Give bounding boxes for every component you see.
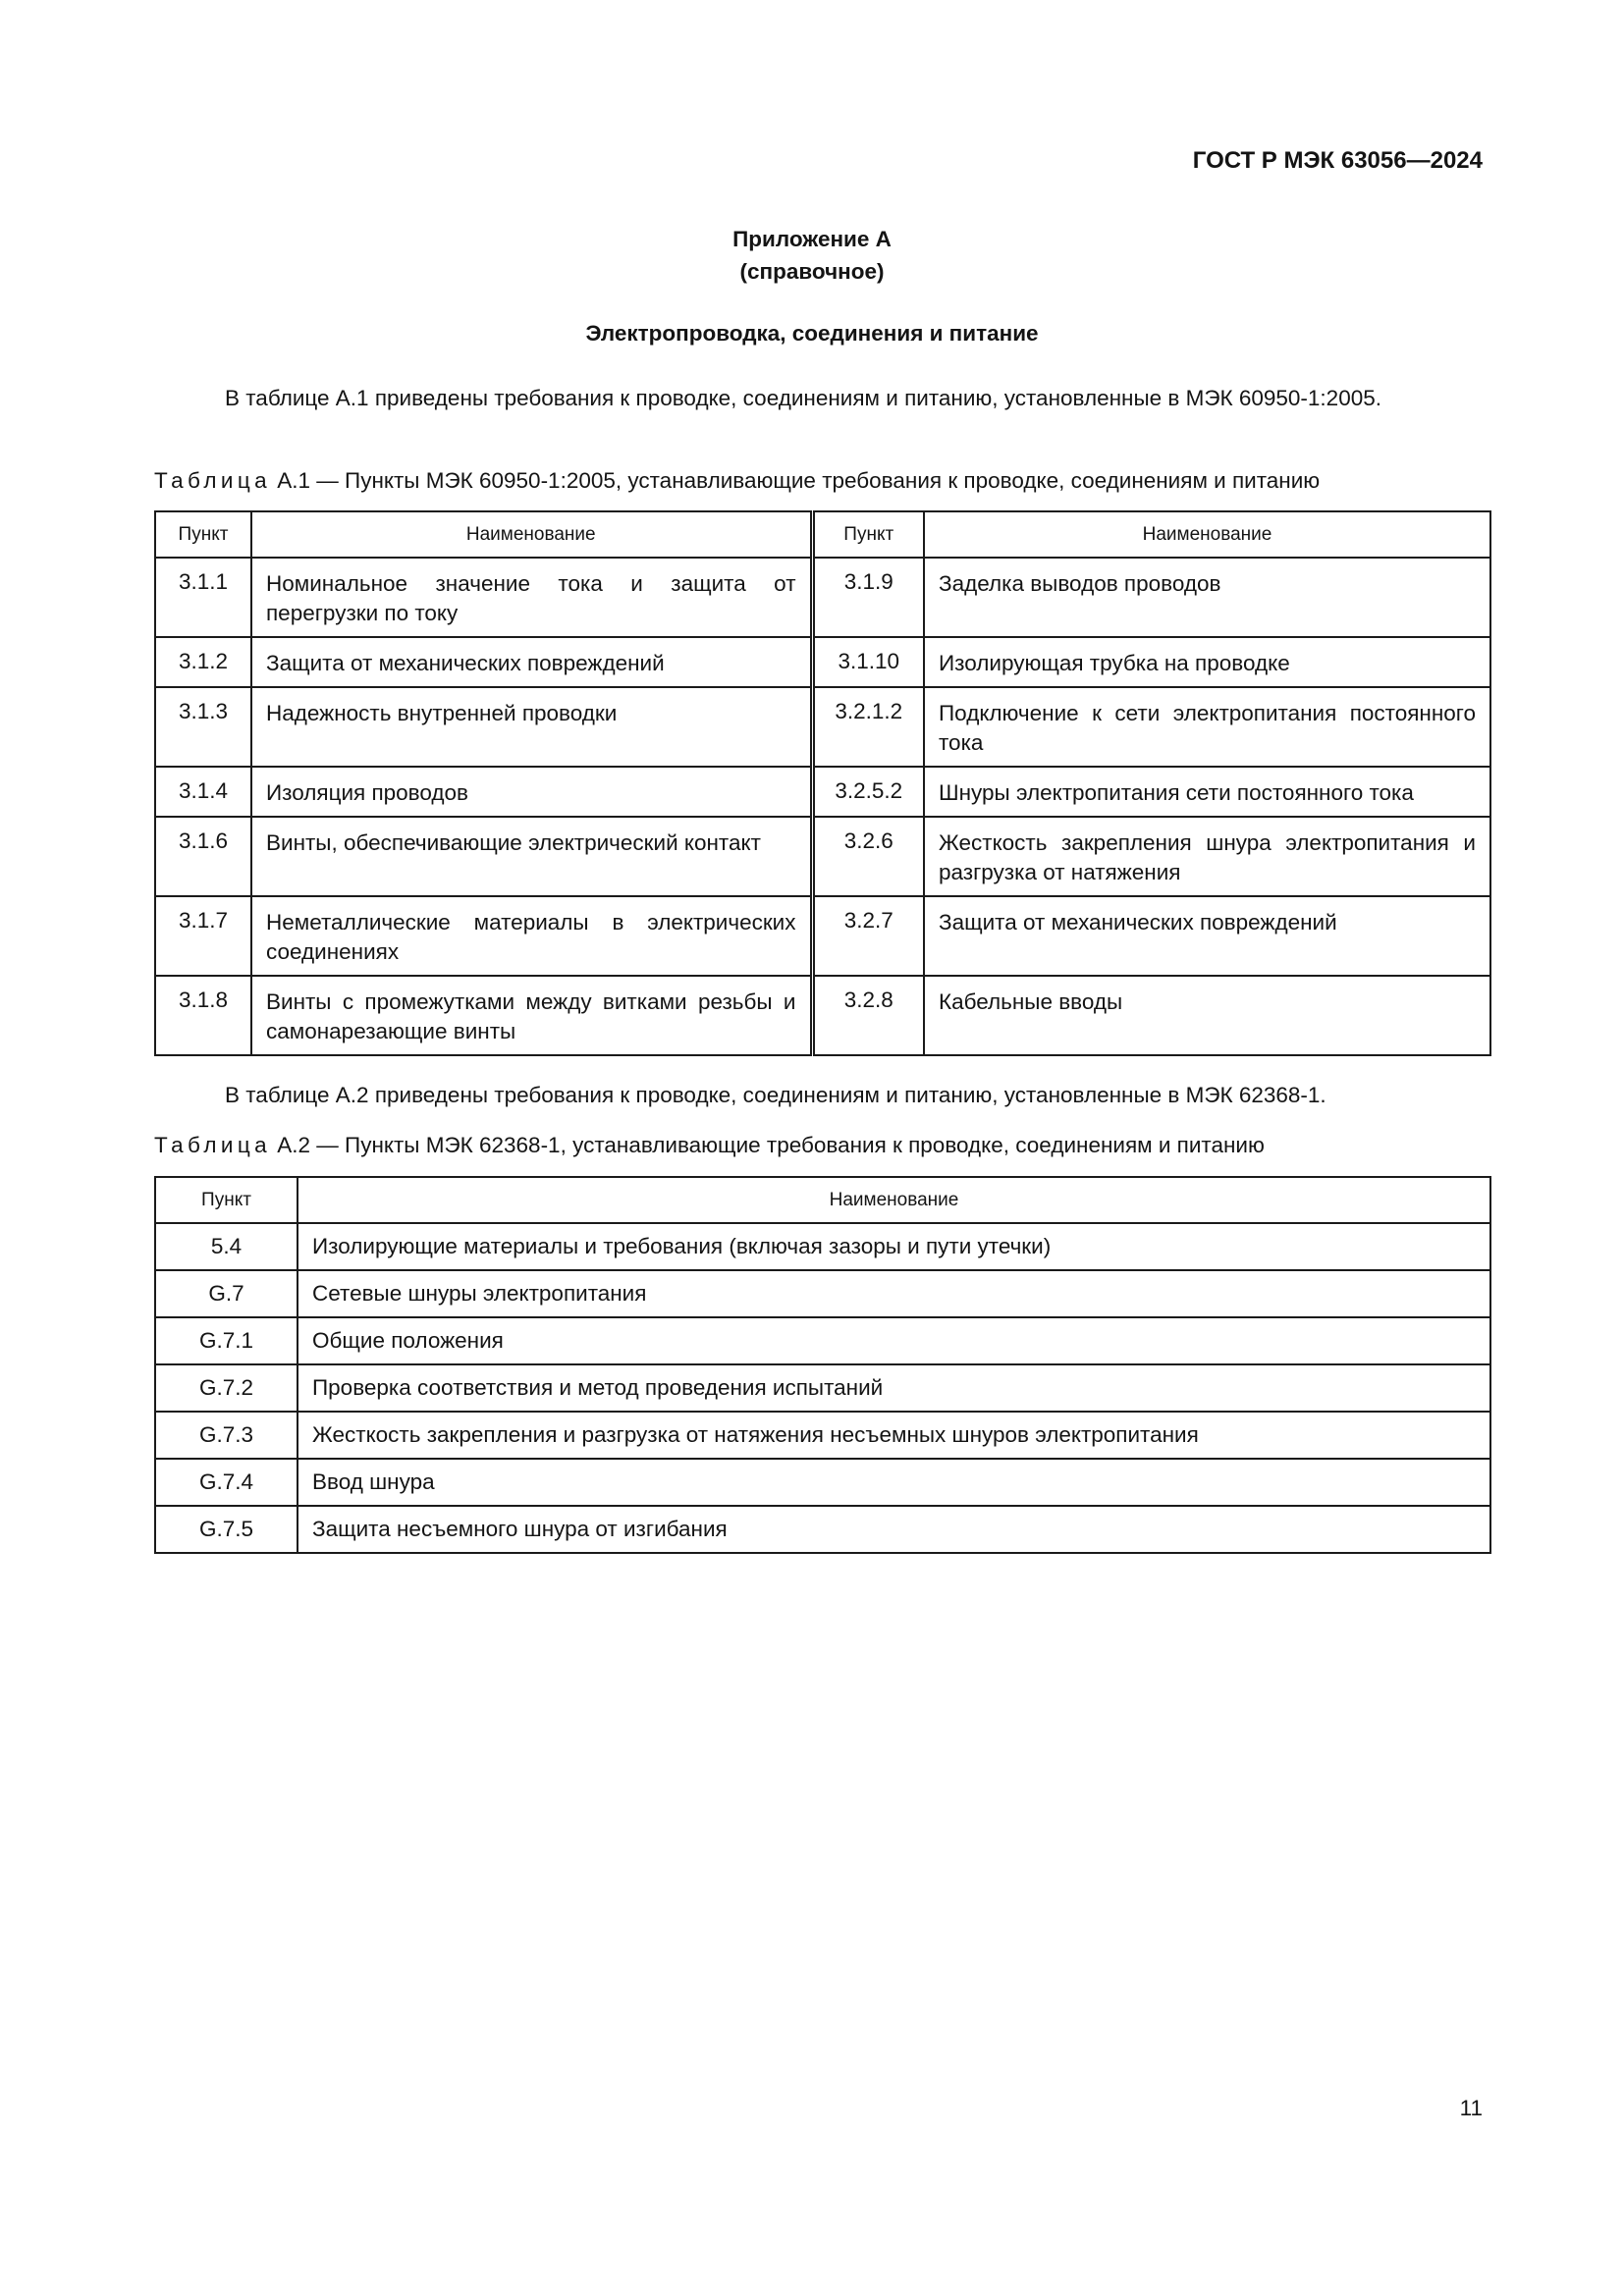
- table-2-caption: [154, 1133, 1489, 1158]
- table-cell: 3.2.5.2: [812, 767, 924, 817]
- table-cell: 3.1.1: [155, 558, 251, 637]
- table-cell: Подключение к сети электропитания постоянного тока: [924, 687, 1490, 767]
- table-cell: Жесткость закрепления шнура электропитания и разгрузка от натяжения: [924, 817, 1490, 896]
- table-cell: 3.1.2: [155, 637, 251, 687]
- table-2-caption-text: А.2 — Пункты МЭК 62368-1, устанавливающие требования к проводке, соединениям и питанию: [271, 1133, 1265, 1157]
- appendix-status: (справочное): [739, 259, 885, 284]
- table-cell: 3.1.4: [155, 767, 251, 817]
- table-cell: Проверка соответствия и метод проведения испытаний: [298, 1364, 1490, 1412]
- table-1-caption-text: А.1 — Пункты МЭК 60950-1:2005, устанавливающие требования к проводке, соединениям и питанию: [271, 468, 1321, 493]
- appendix-title: Приложение А: [732, 227, 892, 251]
- column-header: Наименование: [924, 511, 1490, 558]
- table-cell: 3.1.6: [155, 817, 251, 896]
- table-cell: G.7: [155, 1270, 298, 1317]
- table-cell: 3.1.8: [155, 976, 251, 1055]
- page-number: 11: [1459, 2096, 1483, 2120]
- table-2-caption-label: Таблица: [154, 1133, 272, 1157]
- table-cell: G.7.5: [155, 1506, 298, 1553]
- table-cell: Сетевые шнуры электропитания: [298, 1270, 1490, 1317]
- table-1-header-row: [155, 511, 1490, 558]
- intro-paragraph-1: В таблице А.1 приведены требования к проводке, соединениям и питанию, установленные в МЭК 60950-1:2005.: [225, 386, 1381, 410]
- table-cell: Надежность внутренней проводки: [251, 687, 812, 767]
- column-header: Пункт: [155, 511, 251, 558]
- column-header: Пункт: [812, 511, 924, 558]
- table-row: [155, 1223, 1490, 1270]
- table-row: [155, 637, 1490, 687]
- table-cell: 3.2.7: [812, 896, 924, 976]
- table-cell: Шнуры электропитания сети постоянного тока: [924, 767, 1490, 817]
- table-cell: Винты с промежутками между витками резьбы и самонарезающие винты: [251, 976, 812, 1055]
- table-1: [154, 510, 1491, 1056]
- table-cell: G.7.2: [155, 1364, 298, 1412]
- table-cell: Общие положения: [298, 1317, 1490, 1364]
- table-cell: Жесткость закрепления и разгрузка от натяжения несъемных шнуров электропитания: [298, 1412, 1490, 1459]
- table-1-caption: [154, 468, 1489, 494]
- table-row: [155, 767, 1490, 817]
- table-cell: Защита несъемного шнура от изгибания: [298, 1506, 1490, 1553]
- table-1-caption-label: Таблица: [154, 468, 272, 493]
- table-cell: Ввод шнура: [298, 1459, 1490, 1506]
- table-2-header-row: [155, 1177, 1490, 1223]
- table-row: [155, 1412, 1490, 1459]
- column-header: Наименование: [298, 1177, 1490, 1223]
- table-cell: Винты, обеспечивающие электрический контакт: [251, 817, 812, 896]
- table-cell: 3.1.7: [155, 896, 251, 976]
- intro-paragraph-2: В таблице А.2 приведены требования к проводке, соединениям и питанию, установленные в МЭК 62368-1.: [225, 1083, 1326, 1107]
- table-cell: Изолирующая трубка на проводке: [924, 637, 1490, 687]
- table-cell: 3.2.6: [812, 817, 924, 896]
- table-row: [155, 558, 1490, 637]
- table-cell: 5.4: [155, 1223, 298, 1270]
- column-header: Наименование: [251, 511, 812, 558]
- table-cell: Защита от механических повреждений: [924, 896, 1490, 976]
- table-cell: Защита от механических повреждений: [251, 637, 812, 687]
- table-row: [155, 687, 1490, 767]
- section-heading: Электропроводка, соединения и питание: [585, 321, 1039, 346]
- table-cell: G.7.3: [155, 1412, 298, 1459]
- table-cell: 3.1.3: [155, 687, 251, 767]
- table-cell: Изоляция проводов: [251, 767, 812, 817]
- table-row: [155, 1459, 1490, 1506]
- table-cell: Заделка выводов проводов: [924, 558, 1490, 637]
- table-2: [154, 1176, 1491, 1554]
- table-row: [155, 1364, 1490, 1412]
- table-row: [155, 1317, 1490, 1364]
- table-cell: Кабельные вводы: [924, 976, 1490, 1055]
- table-cell: 3.1.10: [812, 637, 924, 687]
- table-row: [155, 896, 1490, 976]
- table-row: [155, 1270, 1490, 1317]
- table-cell: 3.2.1.2: [812, 687, 924, 767]
- table-cell: Неметаллические материалы в электрических соединениях: [251, 896, 812, 976]
- table-row: [155, 976, 1490, 1055]
- document-id: ГОСТ Р МЭК 63056—2024: [1192, 147, 1483, 174]
- column-header: Пункт: [155, 1177, 298, 1223]
- table-cell: G.7.4: [155, 1459, 298, 1506]
- table-row: [155, 1506, 1490, 1553]
- table-cell: 3.2.8: [812, 976, 924, 1055]
- table-cell: Изолирующие материалы и требования (включая зазоры и пути утечки): [298, 1223, 1490, 1270]
- table-cell: Номинальное значение тока и защита от перегрузки по току: [251, 558, 812, 637]
- table-row: [155, 817, 1490, 896]
- table-cell: 3.1.9: [812, 558, 924, 637]
- table-cell: G.7.1: [155, 1317, 298, 1364]
